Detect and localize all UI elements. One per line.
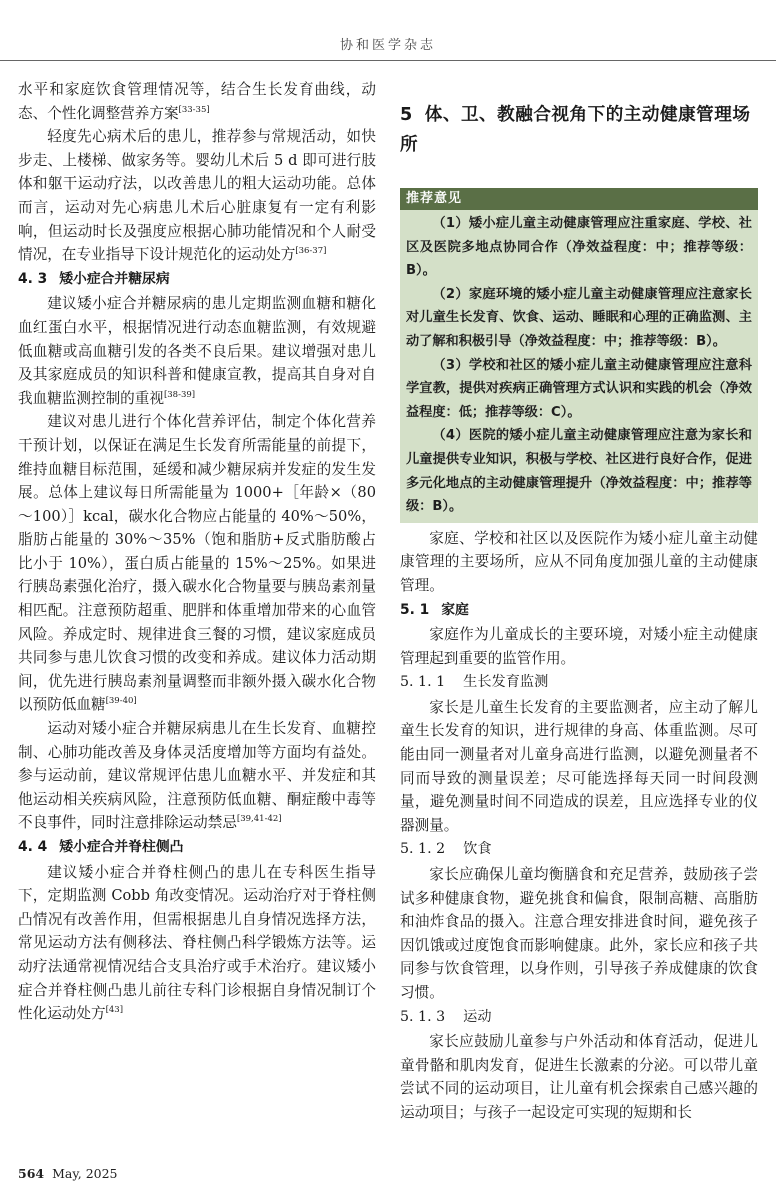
- paragraph: 运动对矮小症合并糖尿病患儿在生长发育、血糖控制、心肺功能改善及身体灵活度增加等方面均有益处。参与运动前，建议常规评估患儿血糖水平、并发症和其他运动相关疾病风险，注意预防低血糖、酮症酸中毒等不良事件，同时注意排除运动禁忌[39,41-42]: [18, 720, 376, 832]
- section-heading-5-1: 5. 1 家庭: [400, 601, 469, 618]
- citation[interactable]: [39,41-42]: [236, 814, 282, 825]
- citation[interactable]: [39-40]: [105, 696, 137, 707]
- recommendation-item: （2）家庭环境的矮小症儿童主动健康管理应注意家长对儿童生长发育、饮食、运动、睡眠和心理的正确监测、主动了解和积极引导（净效益程度：中；推荐等级：B）。: [406, 286, 752, 349]
- paragraph: 建议矮小症合并糖尿病的患儿定期监测血糖和糖化血红蛋白水平，根据情况进行动态血糖监测，有效规避低血糖或高血糖引发的各类不良后果。建议增强对患儿及其家庭成员的知识科普和健康宣教，提高其自身对自我血糖监测控制的重视[38-39]: [18, 295, 376, 407]
- paragraph: 家长应确保儿童均衡膳食和充足营养，鼓励孩子尝试多种健康食物，避免挑食和偏食，限制高糖、高脂肪和油炸食品的摄入。注意合理安排进食时间，避免孩子因饥饿或过度饱食而影响健康。此外，家长应和孩子共同参与饮食管理，以身作则，引导孩子养成健康的饮食习惯。: [400, 866, 758, 1001]
- section-heading-5-1-3: 5. 1. 3 运动: [400, 1008, 492, 1025]
- citation[interactable]: [36-37]: [295, 246, 327, 257]
- section-heading-4-4: 4. 4 矮小症合并脊柱侧凸: [18, 839, 184, 855]
- running-head: 协和医学杂志: [339, 38, 436, 53]
- page-footer: [18, 1166, 118, 1181]
- section-heading-5-1-2: 5. 1. 2 饮食: [400, 841, 492, 858]
- left-column: [18, 78, 376, 1026]
- citation[interactable]: [38-39]: [163, 389, 196, 400]
- recommendation-item: （3）学校和社区的矮小症儿童主动健康管理应注意科学宣教，提供对疾病正确管理方式认识和实践的机会（净效益程度：低；推荐等级：C）。: [406, 357, 752, 420]
- paragraph: 家庭、学校和社区以及医院作为矮小症儿童主动健康管理的主要场所，应从不同角度加强儿童的主动健康管理。: [400, 529, 758, 594]
- citation[interactable]: [33-35]: [178, 104, 210, 115]
- right-column: [400, 78, 758, 1125]
- issue-date: May, 2025: [52, 1166, 118, 1181]
- section-heading-5-1-1: 5. 1. 1 生长发育监测: [400, 674, 549, 691]
- paragraph: 建议矮小症合并脊柱侧凸的患儿在专科医生指导下，定期监测 Cobb 角改变情况。运动治疗对于脊柱侧凸情况有改善作用，但需根据患儿自身情况选择方法，常见运动方法有侧移法、脊柱侧凸科学锻炼方法等。运动疗法通常视情况结合支具治疗或手术治疗。建议矮小症合并脊柱侧凸患儿前往专科门诊根据自身情况制订个性化运动处方[43]: [18, 863, 376, 1023]
- recommendation-item: （1）矮小症儿童主动健康管理应注重家庭、学校、社区及医院多地点协同合作（净效益程度：中；推荐等级：B）。: [406, 216, 752, 279]
- section-title-5: 5 体、卫、教融合视角下的主动健康管理场所: [400, 105, 751, 155]
- citation[interactable]: [43]: [105, 1005, 124, 1016]
- recommendation-box-title: 推荐意见: [400, 188, 758, 210]
- recommendation-box: [400, 188, 758, 523]
- section-heading-4-3: 4. 3 矮小症合并糖尿病: [18, 270, 170, 287]
- paragraph: 建议对患儿进行个体化营养评估，制定个体化营养干预计划，以保证在满足生长发育所需能量的前提下，维持血糖目标范围，延缓和减少糖尿病并发症的发生发展。总体上建议每日所需能量为 1000+［年龄×（80～100）］kcal，碳水化合物应占能量的 40%～50%，脂肪占能量的 30%～35%（饱和脂肪+反式脂肪酸占比小于 10%），蛋白质占能量的 15%～25%。如果进行胰岛素强化治疗，摄入碳水化合物量要与胰岛素剂量相匹配。注意预防超重、肥胖和体重增加带来的心血管风险。养成定时、规律进食三餐的习惯，建议家庭成员共同参与患儿饮食习惯的改变和养成。建议体力活动期间，优先进行胰岛素剂量调整而非额外摄入碳水化合物以预防低血糖[39-40]: [18, 413, 376, 714]
- recommendation-item: （4）医院的矮小症儿童主动健康管理应注意为家长和儿童提供专业知识，积极与学校、社区进行良好合作，促进多元化地点的主动健康管理提升（净效益程度：中；推荐等级：B）。: [406, 428, 752, 515]
- paragraph: 家长是儿童生长发育的主要监测者，应主动了解儿童生长发育的知识，进行规律的身高、体重监测。尽可能由同一测量者对儿童身高进行监测，以避免测量者不同而导致的测量误差；尽可能选择每天同一时间段测量，避免测量时间不同造成的误差，且应选择专业的仪器测量。: [400, 698, 758, 834]
- paragraph: 家长应鼓励儿童参与户外活动和体育活动，促进儿童骨骼和肌肉发育，促进生长激素的分泌。可以带儿童尝试不同的运动项目，让儿童有机会探索自己感兴趣的运动项目；与孩子一起设定可实现的短期和长: [400, 1033, 758, 1121]
- page-number: 564: [18, 1166, 45, 1181]
- paragraph: 家庭作为儿童成长的主要环境，对矮小症主动健康管理起到重要的监管作用。: [400, 626, 758, 667]
- header-rule: [0, 60, 776, 61]
- paragraph: 水平和家庭饮食管理情况等，结合生长发育曲线，动态、个性化调整营养方案[33-35]: [18, 81, 376, 122]
- paragraph: 轻度先心病术后的患儿，推荐参与常规活动，如快步走、上楼梯、做家务等。婴幼儿术后 5 d 即可进行肢体和躯干运动疗法，以改善患儿的粗大运动功能。总体而言，运动对先心病患儿术后心脏康复有一定有利影响，但运动时长及强度应根据心肺功能情况和个人耐受情况，在专业指导下设计规范化的运动处方[36-37]: [18, 128, 376, 264]
